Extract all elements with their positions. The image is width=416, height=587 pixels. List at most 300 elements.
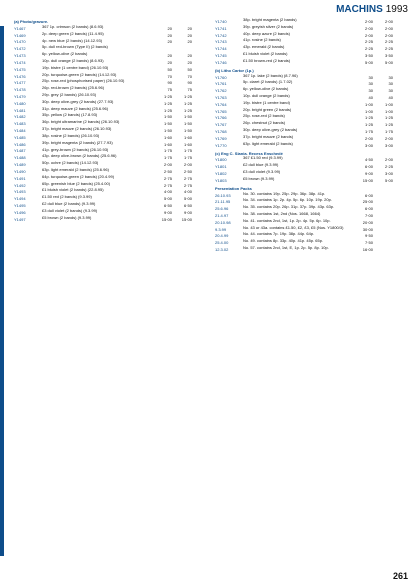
stamp-description: 20p. bright green (2 bands) xyxy=(243,107,292,112)
page-header xyxy=(0,0,416,20)
catalogue-number: Y1762 xyxy=(215,88,227,94)
price-mint: 1·60 xyxy=(163,141,172,147)
price-mint: 1·25 xyxy=(163,100,172,106)
catalogue-number: Y1769 xyxy=(215,135,227,141)
catalogue-number: Y1486 xyxy=(14,141,26,147)
right-rows-c xyxy=(215,156,406,183)
catalogue-row xyxy=(215,25,406,32)
pack-price: 9·50 xyxy=(364,233,373,239)
price-used: 20 xyxy=(187,53,192,59)
price-mint: 20 xyxy=(167,25,172,31)
catalogue-row xyxy=(215,108,406,115)
catalogue-number: Y1766 xyxy=(215,115,227,121)
pack-description: No. 43 or 43a. contains £1.50, £2, £3, £5 (Nos. Y1800/3) xyxy=(243,225,344,230)
catalogue-number: Y1492 xyxy=(14,182,26,188)
stamp-description: £1 bluish violet (2 bands) (22.8.95) xyxy=(42,188,104,193)
pack-description: No. 34. contains 1p. 2p. 4p. 5p. 6p. 10p. 19p. 20p. xyxy=(243,198,332,203)
stamp-description: 10p. dull orange (2 bands) xyxy=(243,94,290,99)
left-rows xyxy=(14,25,205,223)
price-mint: 15·00 xyxy=(362,177,373,183)
price-mint: 15·00 xyxy=(161,216,172,222)
stamp-description: 41p. rosine (2 bands) xyxy=(243,38,281,43)
price-mint: 2·00 xyxy=(364,18,373,24)
pack-row xyxy=(215,246,406,253)
price-used: 2·00 xyxy=(384,32,393,38)
price-used: 3·00 xyxy=(384,170,393,176)
stamp-description: £3 dull violet (2 bands) (9.3.99) xyxy=(42,208,98,213)
price-mint: 4·50 xyxy=(364,157,373,163)
price-used: 1·60 xyxy=(183,141,192,147)
stamp-description: £1 bluish violet (2 bands) xyxy=(243,52,288,57)
price-used: 3·50 xyxy=(384,52,393,58)
price-mint: 1·25 xyxy=(163,107,172,113)
pack-row xyxy=(215,212,406,219)
stamp-description: 50p. ochre (2 bands) (14.12.93) xyxy=(42,161,99,166)
subheading-b: (b) Litho Cartor (1p.) xyxy=(215,68,254,73)
stamp-description: 63p. light emerald (2 bands) (25.6.96) xyxy=(42,167,109,172)
price-used: 9·00 xyxy=(183,209,192,215)
price-mint: 2·75 xyxy=(163,175,172,181)
catalogue-row xyxy=(14,127,205,134)
catalogue-row xyxy=(14,45,205,52)
catalogue-number: Y1480 xyxy=(14,100,26,106)
stamp-description: 10p. dull orange (2 bands) (8.6.93) xyxy=(42,58,104,63)
price-used: 90 xyxy=(187,80,192,86)
stamp-description: 5p. dull red-brown (Type II) (2 bands) xyxy=(42,45,108,50)
left-heading: (a) Photo/gravure. xyxy=(14,20,49,24)
catalogue-number: Y1482 xyxy=(14,114,26,120)
catalogue-number: Y1764 xyxy=(215,101,227,107)
catalogue-number: Y1743 xyxy=(215,39,227,45)
price-used: 20 xyxy=(187,32,192,38)
price-used: 50 xyxy=(187,66,192,72)
catalogue-row xyxy=(215,38,406,45)
pack-row xyxy=(215,239,406,246)
price-mint: 70 xyxy=(167,73,172,79)
price-mint: 2·00 xyxy=(163,162,172,168)
price-used: 5·00 xyxy=(384,177,393,183)
price-mint: 30 xyxy=(368,74,373,80)
pack-date: 12.3.02 xyxy=(215,247,229,252)
catalogue-number: Y1484 xyxy=(14,128,26,133)
catalogue-row xyxy=(14,93,205,100)
stamp-description: 25p. rose-red (2 bands) xyxy=(243,114,285,119)
stamp-description: 367 1p. crimson (2 bands) (8.6.93) xyxy=(42,24,104,29)
price-used: 1·25 xyxy=(183,107,192,113)
price-used: 4·00 xyxy=(183,189,192,195)
stamp-description: £3 dull violet (9.3.99) xyxy=(243,170,281,175)
pack-price: 7·00 xyxy=(364,212,373,218)
pack-date: 21.4.97 xyxy=(215,212,229,218)
catalogue-number: Y1475 xyxy=(14,66,26,72)
catalogue-number: Y1741 xyxy=(215,25,227,31)
catalogue-number: Y1477 xyxy=(14,80,26,86)
catalogue-number: Y1770 xyxy=(215,142,227,148)
stamp-description: £1.50 red (2 bands) (9.3.99) xyxy=(42,195,92,200)
price-used: 20 xyxy=(187,25,192,31)
catalogue-row xyxy=(14,182,205,189)
stamp-description: 20p. turquoise-green (2 bands) (14.12.93) xyxy=(42,72,117,77)
pack-description: No. 38. contains 1st, 2nd (Nos. 1668, 1664) xyxy=(243,212,321,217)
price-used: 2·75 xyxy=(183,182,192,188)
page-number: 261 xyxy=(392,571,408,581)
price-used: 6·50 xyxy=(183,202,192,208)
stamp-description: 63p. light emerald (2 bands) xyxy=(243,141,293,146)
catalogue-row xyxy=(14,161,205,168)
catalogue-number: Y1802 xyxy=(215,170,227,176)
stamp-description: 43p. deep olive-brown (2 bands) (25.6.96) xyxy=(42,154,117,159)
price-mint: 9·00 xyxy=(364,170,373,176)
catalogue-number: Y1761 xyxy=(215,81,227,87)
price-mint: 1·50 xyxy=(163,114,172,120)
catalogue-number: Y1740 xyxy=(215,18,227,24)
price-mint: 1·00 xyxy=(364,101,373,107)
price-used: 20 xyxy=(187,39,192,45)
price-used: 2·00 xyxy=(384,18,393,24)
price-used: 2·00 xyxy=(384,157,393,163)
price-used: 1·25 xyxy=(384,122,393,128)
catalogue-number: Y1760 xyxy=(215,74,227,80)
price-mint: 9·00 xyxy=(163,209,172,215)
pack-price: 6·00 xyxy=(364,192,373,198)
price-used: 30 xyxy=(388,81,393,87)
catalogue-row xyxy=(14,39,205,46)
catalogue-row xyxy=(14,25,205,32)
price-used: 2·75 xyxy=(183,175,192,181)
pack-description: No. 35. contains 20p. 26p. 31p. 37p. 39p. 43p. 63p. xyxy=(243,205,335,210)
catalogue-number: Y1803 xyxy=(215,177,227,183)
pack-row xyxy=(215,205,406,212)
pack-price: 6·00 xyxy=(364,206,373,212)
catalogue-row xyxy=(215,177,406,184)
catalogue-row xyxy=(14,148,205,155)
catalogue-number: Y1746 xyxy=(215,59,227,65)
catalogue-number: Y1801 xyxy=(215,164,227,170)
stamp-description: 65p. greenish blue (2 bands) (25.4.00) xyxy=(42,181,111,186)
right-rows xyxy=(215,18,406,66)
catalogue-row xyxy=(215,94,406,101)
stamp-description: 2p. deep green (2 bands) (11.4.95) xyxy=(42,31,104,36)
catalogue-number: Y1489 xyxy=(14,162,26,168)
price-mint: 30 xyxy=(368,81,373,87)
stamp-description: 19p. bistre (1 centre band) (26.10.93) xyxy=(42,65,109,70)
catalogue-number: Y1474 xyxy=(14,59,26,65)
price-mint: 2·25 xyxy=(364,46,373,52)
stamp-description: 19p. bistre (1 centre band) xyxy=(243,100,290,105)
price-mint: 2·25 xyxy=(364,39,373,45)
catalogue-number: Y1473 xyxy=(14,53,26,59)
right-rows-b xyxy=(215,74,406,149)
stamp-description: £1.50 brown-red (2 bands) xyxy=(243,58,291,63)
catalogue-row xyxy=(14,216,205,223)
catalogue-row xyxy=(14,73,205,80)
catalogue-row xyxy=(14,168,205,175)
catalogue-number: Y1745 xyxy=(215,52,227,58)
catalogue-row xyxy=(215,101,406,108)
pack-row xyxy=(215,226,406,233)
catalogue-row xyxy=(14,188,205,195)
catalogue-row xyxy=(14,107,205,114)
stamp-description: 29p. grey (2 bands) (26.10.93) xyxy=(42,93,97,98)
pack-rows xyxy=(215,192,406,253)
catalogue-row xyxy=(215,121,406,128)
price-mint: 20 xyxy=(167,53,172,59)
price-used: 1·50 xyxy=(183,121,192,127)
pack-date: 25.4.00 xyxy=(215,240,229,246)
side-color-bar xyxy=(0,26,4,556)
price-used: 1·50 xyxy=(183,128,192,133)
price-used: 2·25 xyxy=(384,39,393,45)
catalogue-number: Y1767 xyxy=(215,122,227,128)
pack-date: 26.10.93 xyxy=(215,192,231,198)
pack-row xyxy=(215,198,406,205)
pack-price: 25·00 xyxy=(362,199,373,205)
pack-date: 25.6.96 xyxy=(215,206,229,212)
price-used: 2·00 xyxy=(384,25,393,31)
price-mint: 75 xyxy=(167,87,172,93)
catalogue-number: Y1488 xyxy=(14,155,26,161)
stamp-description: 39p. bright magenta (2 bands) (27.7.93) xyxy=(42,140,113,145)
catalogue-row xyxy=(14,175,205,182)
stamp-description: £2 dull blue (9.3.99) xyxy=(243,163,279,168)
catalogue-row xyxy=(14,154,205,161)
catalogue-number: Y1496 xyxy=(14,209,26,215)
stamp-description: 26p. red-brown (2 bands) (25.6.96) xyxy=(42,86,105,91)
stamp-description: 26p. chestnut (2 bands) xyxy=(243,121,286,126)
price-used: 1·25 xyxy=(183,93,192,99)
catalogue-number: Y1494 xyxy=(14,196,26,202)
price-mint: 1·25 xyxy=(364,122,373,128)
price-used: 5·00 xyxy=(384,59,393,65)
pack-row xyxy=(215,232,406,239)
price-used: 1·00 xyxy=(384,101,393,107)
price-mint: 1·25 xyxy=(163,93,172,99)
stamp-description: 30p. deep olive-grey (2 bands) (27.7.93) xyxy=(42,99,114,104)
stamp-description: 6p. yellow-olive (2 bands) xyxy=(42,52,88,57)
pack-description: No. 44. contains 7p. 19p. 38p. 44p. 64p. xyxy=(243,232,315,237)
stamp-description: 367 £1.50 red (9.3.99) xyxy=(243,156,283,161)
catalogue-number: Y1742 xyxy=(215,32,227,38)
price-mint: 50 xyxy=(167,66,172,72)
catalogue-row xyxy=(215,59,406,66)
catalogue-row xyxy=(215,156,406,163)
pack-date: 20.4.99 xyxy=(215,233,229,239)
price-mint: 5·00 xyxy=(163,196,172,202)
stamp-description: 4p. new blue (2 bands) (14.12.93) xyxy=(42,38,103,43)
pack-row xyxy=(215,192,406,199)
price-mint: 4·00 xyxy=(163,189,172,195)
price-mint: 20 xyxy=(167,32,172,38)
price-mint: 2·00 xyxy=(364,25,373,31)
price-used: 1·60 xyxy=(183,134,192,140)
catalogue-row xyxy=(215,18,406,25)
price-mint: 90 xyxy=(167,80,172,86)
pack-price: 30·00 xyxy=(362,226,373,232)
price-mint: 2·00 xyxy=(364,32,373,38)
price-mint: 2·50 xyxy=(163,168,172,174)
price-used: 40 xyxy=(388,94,393,100)
price-used: 1·75 xyxy=(183,155,192,161)
pack-description: No. 57. contains 2nd, 1st, E, 1p. 2p. 5p. 8p. 10p. xyxy=(243,246,329,251)
pack-description: No. 49. contains 8p. 33p. 40p. 41p. 45p. 65p. xyxy=(243,239,324,244)
pack-date: 21.11.95 xyxy=(215,199,231,205)
catalogue-number: Y1763 xyxy=(215,94,227,100)
catalogue-row xyxy=(215,114,406,121)
catalogue-row xyxy=(215,128,406,135)
stamp-description: 6p. yellow-olive (2 bands) xyxy=(243,87,289,92)
catalogue-number: Y1472 xyxy=(14,46,26,52)
catalogue-row xyxy=(14,86,205,93)
price-used: 2·00 xyxy=(183,162,192,168)
catalogue-row xyxy=(14,32,205,39)
price-used: 30 xyxy=(388,74,393,80)
price-used: 1·50 xyxy=(183,114,192,120)
catalogue-number: Y1497 xyxy=(14,216,26,222)
catalogue-row xyxy=(215,87,406,94)
catalogue-number: Y1495 xyxy=(14,202,26,208)
stamp-description: £5 brown (9.3.99) xyxy=(243,176,275,181)
pack-price: 16·00 xyxy=(362,247,373,252)
stamp-description: 64p. turquoise-green (2 bands) (20.4.99) xyxy=(42,174,115,179)
catalogue-number: Y1765 xyxy=(215,108,227,114)
catalogue-number: Y1490 xyxy=(14,168,26,174)
price-used: 70 xyxy=(187,73,192,79)
catalogue-row xyxy=(14,59,205,66)
price-used: 15·00 xyxy=(181,216,192,222)
stamp-description: £2 dull blue (2 bands) (9.3.99) xyxy=(42,202,96,207)
catalogue-number: Y1481 xyxy=(14,107,26,113)
price-mint: 1·25 xyxy=(364,115,373,121)
price-used: 3·00 xyxy=(384,142,393,148)
catalogue-row xyxy=(14,52,205,59)
price-mint: 1·75 xyxy=(163,148,172,154)
catalogue-number: Y1470 xyxy=(14,39,26,45)
price-used: 1·25 xyxy=(183,100,192,106)
price-mint: 1·00 xyxy=(364,108,373,114)
stamp-description: 38p. rosine (2 bands) (26.10.93) xyxy=(42,133,100,138)
price-used: 20 xyxy=(187,59,192,65)
price-used: 1·00 xyxy=(384,108,393,114)
catalogue-number: Y1478 xyxy=(14,87,26,93)
catalogue-row xyxy=(215,135,406,142)
price-mint: 30 xyxy=(368,88,373,94)
stamp-description: 39p. greyish silver (2 bands) xyxy=(243,24,294,29)
catalogue-number: Y1487 xyxy=(14,148,26,154)
stamp-description: 31p. deep mauve (2 bands) (25.6.96) xyxy=(42,106,109,111)
subheading-c: (c) Eng C. Slania. Recess Enschedé xyxy=(215,151,283,156)
catalogue-number: Y1800 xyxy=(215,157,227,163)
stamp-description: 30p. deep olive-grey (2 bands) xyxy=(243,128,298,133)
catalogue-row xyxy=(14,66,205,73)
pack-row xyxy=(215,219,406,226)
catalogue-row xyxy=(215,32,406,39)
catalogue-row xyxy=(215,170,406,177)
catalogue-row xyxy=(14,113,205,120)
catalogue-number: Y1493 xyxy=(14,189,26,195)
stamp-description: 41p. grey-brown (2 bands) (26.10.93) xyxy=(42,147,109,152)
catalogue-row xyxy=(14,100,205,107)
catalogue-row xyxy=(14,120,205,127)
stamp-description: 37p. bright mauve (2 bands) (26.10.93) xyxy=(42,127,112,132)
pack-description: No. 30. contains 19p. 25p. 29p. 36p. 38p. 41p. xyxy=(243,191,326,196)
price-mint: 1·60 xyxy=(163,134,172,140)
catalogue-row xyxy=(215,142,406,149)
catalogue-number: Y1479 xyxy=(14,93,26,99)
price-used: 2·25 xyxy=(384,164,393,170)
catalogue-row xyxy=(14,209,205,216)
price-mint: 2·75 xyxy=(163,182,172,188)
catalogue-row xyxy=(14,195,205,202)
presentation-heading: Presentation Packs xyxy=(215,186,252,191)
price-mint: 6·50 xyxy=(163,202,172,208)
catalogue-number: Y1485 xyxy=(14,134,26,140)
price-used: 75 xyxy=(187,87,192,93)
catalogue-row xyxy=(14,141,205,148)
stamp-description: 43p. emerald (2 bands) xyxy=(243,45,285,50)
catalogue-row xyxy=(215,163,406,170)
price-used: 2·25 xyxy=(384,46,393,52)
price-used: 2·50 xyxy=(183,168,192,174)
price-used: 1·25 xyxy=(384,115,393,121)
price-mint: 20 xyxy=(167,39,172,45)
catalogue-row xyxy=(14,134,205,141)
price-used: 2·00 xyxy=(384,135,393,141)
price-mint: 2·00 xyxy=(364,135,373,141)
pack-price: 20·00 xyxy=(362,219,373,225)
price-used: 5·00 xyxy=(183,196,192,202)
pack-date: 20.10.98 xyxy=(215,219,231,225)
price-mint: 3·00 xyxy=(364,142,373,148)
price-used: 1·75 xyxy=(384,129,393,134)
stamp-description: £5 brown (2 bands) (9.3.99) xyxy=(42,215,92,220)
catalogue-row xyxy=(215,45,406,52)
catalogue-number: Y1467 xyxy=(14,25,26,31)
price-mint: 3·50 xyxy=(364,52,373,58)
price-mint: 1·75 xyxy=(364,129,373,134)
left-column xyxy=(14,18,205,563)
catalogue-number: Y1483 xyxy=(14,121,26,127)
price-mint: 20 xyxy=(167,59,172,65)
right-column xyxy=(215,18,406,563)
catalogue-row xyxy=(215,74,406,81)
price-mint: 6·00 xyxy=(364,164,373,170)
section-title: MACHINS xyxy=(336,4,383,15)
catalogue-row xyxy=(215,80,406,87)
catalogue-number: Y1476 xyxy=(14,73,26,79)
price-mint: 40 xyxy=(368,94,373,100)
stamp-description: 40p. deep azure (2 bands) xyxy=(243,31,290,36)
stamp-description: 38p. bright magenta (2 bands) xyxy=(243,18,297,22)
catalogue-number: Y1491 xyxy=(14,175,26,181)
price-mint: 1·50 xyxy=(163,128,172,133)
stamp-description: 37p. bright mauve (2 bands) xyxy=(243,134,294,139)
price-mint: 1·50 xyxy=(163,121,172,127)
catalogue-number: Y1768 xyxy=(215,129,227,134)
price-used: 30 xyxy=(388,88,393,94)
header-title xyxy=(336,4,408,15)
price-used: 1·75 xyxy=(183,148,192,154)
stamp-description: 35p. yellow (2 bands) (17.8.93) xyxy=(42,113,98,118)
catalogue-row xyxy=(14,79,205,86)
pack-price: 7·50 xyxy=(364,240,373,246)
pack-description: No. 41. contains 2nd, 1st, 1p. 2p. 4p. 5p. 6p. 10p. xyxy=(243,218,331,223)
section-year: 1993 xyxy=(385,4,408,15)
catalogue-number: Y1469 xyxy=(14,32,26,38)
stamp-description: 25p. rose-red (phosphorised paper) (26.10.93) xyxy=(42,79,125,84)
catalogue-number: Y1744 xyxy=(215,46,227,52)
price-mint: 1·75 xyxy=(163,155,172,161)
pack-date: 9.3.99 xyxy=(215,226,227,232)
